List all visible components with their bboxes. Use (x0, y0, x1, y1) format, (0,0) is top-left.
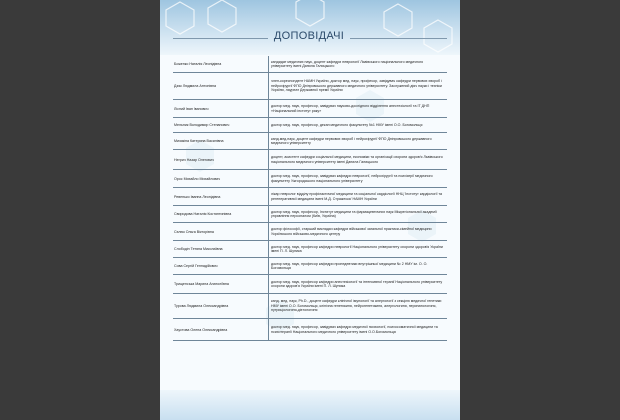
speaker-name: Мизякіна Катерина Василівна (174, 139, 224, 143)
speaker-credentials: кандидат медичних наук, доцент кафедри неврології Львівського національного медичного університету імені Данила Галицького (268, 56, 447, 72)
speaker-credentials: лікар невролог відділу профілактичної медицини та соціальної кардіології ННЦ 'Інститут кардіології та регенеративної медицини імені М.Д. Стражеска' НАМН України (268, 188, 447, 205)
speaker-name: Мельник Володимир Степанович (174, 123, 230, 127)
table-row (173, 258, 447, 275)
table-row (173, 73, 447, 100)
speaker-credentials: доктор мед. наук, професор кафедри неврології Національного університету охорони здоров'я України імені П. Л. Шупика (268, 241, 447, 257)
speaker-credentials: доктор мед. наук, професор кафедри пропедевтики внутрішньої медицини № 2 НМУ ім. О. О. Богомольця (268, 258, 447, 274)
table-row (173, 100, 447, 118)
speaker-name: Турова Людмила Олександрівна (174, 304, 229, 308)
speaker-name: Сєлюк Ольга Вікторівна (174, 229, 214, 234)
speaker-credentials: доктор філософії, старший викладач кафедри військової загальної практики-сімейної медицини Українського військово-медичного центру (268, 223, 447, 240)
speaker-credentials: доктор мед. наук, професор, завідувач науково-дослідного відділення анестезіології та ІТ ДНП «Національний інститут раку» (268, 100, 447, 117)
title-rule-right (350, 38, 447, 39)
table-row (173, 188, 447, 206)
speaker-credentials: доктор мед. наук, професор, завідувач кафедри медичної психології, психосоматичної медицини та психотерапії Національного медичного університету імені О.О.Богомольця (268, 319, 447, 340)
speaker-name: Лісний Іван Іванович (174, 106, 209, 111)
table-row (173, 133, 447, 150)
speaker-credentials: член-кореспондент НАМН України, доктор мед. наук, професор, завідувач кафедри нервових хвороб і нейрохірургії ФПО Дніпровського державного медичного університету. Заслужений діяч науки і техніки України, лауреат Державної премії України (268, 73, 447, 99)
table-row (173, 241, 447, 258)
speaker-name: Свиридова Наталія Костянтинівна (174, 212, 232, 216)
table-row (173, 118, 447, 133)
speaker-name: Орос Михайло Михайлович (174, 176, 221, 181)
speaker-name: Боженко Наталія Леонідівна (174, 62, 222, 66)
speaker-credentials: доктор мед. наук, професор кафедри анестезіології та інтенсивної терапії Національного університету охорони здоров'я України імені П. Л. Шупика (268, 275, 447, 293)
table-row (173, 56, 447, 73)
table-row (173, 275, 447, 294)
speaker-name: Негрич Назар Олегович (174, 157, 214, 162)
speakers-table (173, 56, 447, 341)
page-title: ДОПОВІДАЧІ (273, 30, 345, 42)
speaker-name: Хаустова Олена Олександрівна (174, 327, 228, 332)
table-row (173, 319, 447, 341)
speaker-credentials: канд.мед.наук, доцент кафедри нервових хвороб і нейрохірургії ФПО Дніпровського державного медичного університету (268, 133, 447, 149)
speaker-name: Трищенська Марина Анатоліївна (174, 282, 229, 286)
table-row (173, 206, 447, 223)
speaker-credentials: доктор мед. наук, професор, Інститут медицини та фармацевтичних наук Міжрегіональної академії управління персоналом (Київ, Україна) (268, 206, 447, 222)
speaker-name: Сова Сергій Геннадійович (174, 264, 218, 268)
document-page (160, 0, 460, 420)
speaker-credentials: доцент, асистент кафедри соціальної медицини, економіки та організації охорони здоров'я Львівського національного медичного університету імені Данила Галицького (268, 150, 447, 169)
table-row (173, 294, 447, 319)
speaker-credentials: канд. мед. наук, Ph.D., доцент кафедри клінічної імунології та алергології з секцією медичної генетики НМУ імені О.О. Богомольця, клінічна генетикиня, нейрогенетикиня, алергологиня, перинатологиня, нутриціологиня-дієтологиня (268, 294, 447, 318)
table-row (173, 150, 447, 170)
speaker-credentials: доктор мед. наук, професор, завідувач кафедри неврології, нейрохірургії та психіатрії медичного факультету Ужгородського національного університету (268, 170, 447, 187)
speaker-name: Слободін Тетяна Миколаївна (174, 247, 223, 251)
table-row (173, 223, 447, 241)
speaker-name: Ревенько Іванна Леонідівна (174, 194, 221, 199)
title-rule-left (173, 38, 268, 39)
speaker-name: Дзяк Людмила Антонівна (174, 84, 217, 88)
table-row (173, 170, 447, 188)
speaker-credentials: доктор мед. наук, професор, декан медичного факультету №1 НМУ імені О.О. Богомольця (268, 118, 447, 132)
